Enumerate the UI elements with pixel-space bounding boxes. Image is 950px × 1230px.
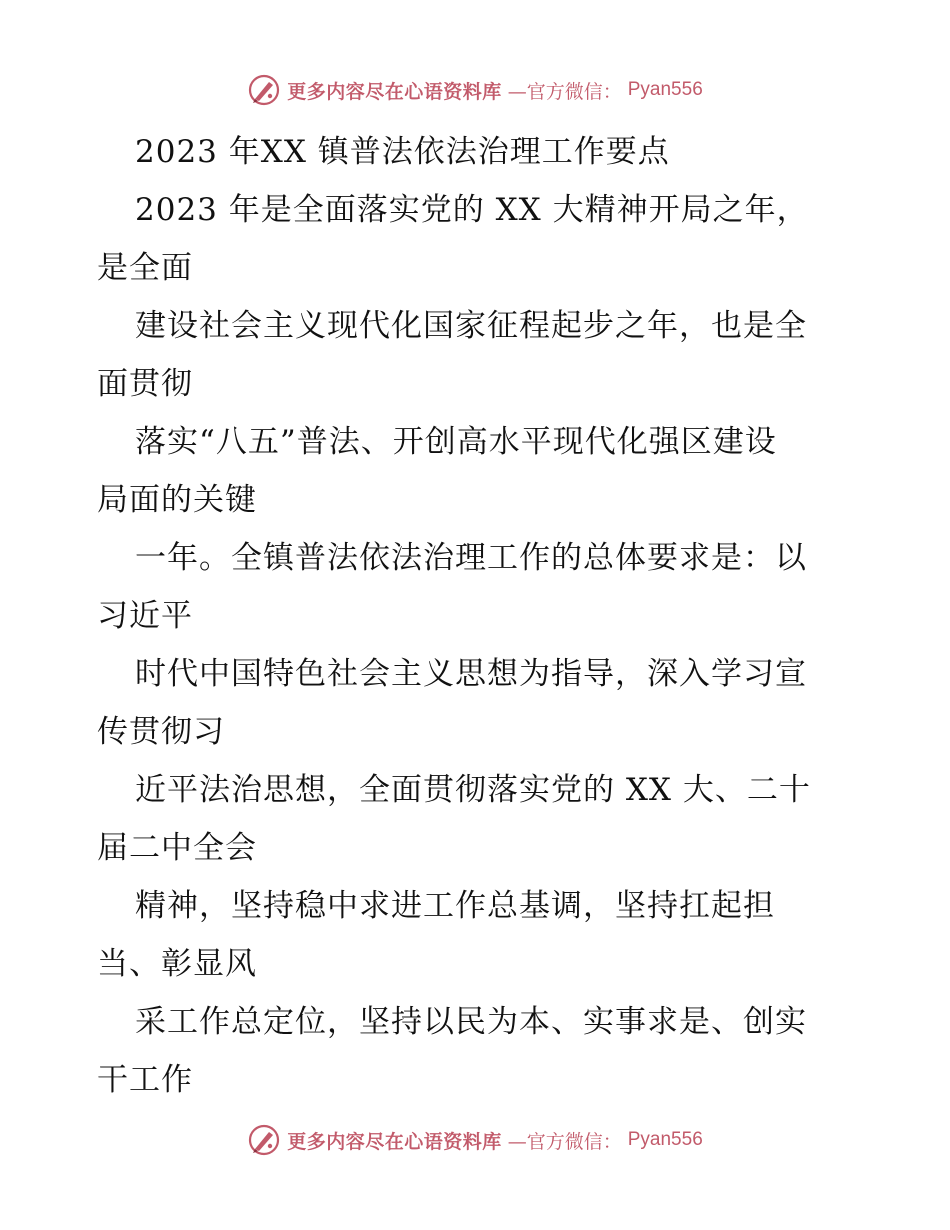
paragraph-line: 局面的关键	[97, 482, 257, 518]
paragraph-line: 精神，坚持稳中求进工作总基调，坚持扛起担	[135, 888, 775, 924]
header-banner-wechat-id: Pyan556	[627, 79, 703, 100]
paragraph-line: 面贯彻	[97, 366, 193, 402]
paragraph-line: 一年。全镇普法依法治理工作的总体要求是：以	[135, 540, 807, 576]
paragraph-line: 是全面	[97, 250, 193, 286]
header-banner	[0, 70, 950, 110]
document-title: 2023 年XX 镇普法依法治理工作要点	[135, 134, 670, 170]
footer-banner-content	[247, 1123, 703, 1157]
paragraph-line: 干工作	[97, 1062, 193, 1098]
header-banner-title: 更多内容尽在心语资料库	[287, 80, 502, 103]
footer-banner-title: 更多内容尽在心语资料库	[287, 1130, 502, 1153]
paragraph-line: 建设社会主义现代化国家征程起步之年，也是全	[135, 308, 807, 344]
paragraph-line: 时代中国特色社会主义思想为指导，深入学习宣	[135, 656, 807, 692]
pen-logo-icon	[247, 1123, 281, 1157]
header-banner-content	[247, 73, 703, 107]
paragraph-line: 传贯彻习	[97, 714, 225, 750]
footer-banner	[0, 1120, 950, 1160]
paragraph-line: 当、彰显风	[97, 946, 257, 982]
paragraph-line: 落实“八五”普法、开创高水平现代化强区建设	[135, 424, 777, 460]
footer-banner-wechat-label: —官方微信：	[507, 1130, 622, 1153]
footer-banner-wechat-id: Pyan556	[627, 1129, 703, 1150]
paragraph-line: 采工作总定位，坚持以民为本、实事求是、创实	[135, 1004, 807, 1040]
document-body	[97, 123, 853, 1109]
pen-logo-icon	[247, 73, 281, 107]
paragraph-line: 习近平	[97, 598, 193, 634]
paragraph-line: 届二中全会	[97, 830, 257, 866]
header-banner-wechat-label: —官方微信：	[507, 80, 622, 103]
paragraph-line: 近平法治思想，全面贯彻落实党的 XX 大、二十	[135, 772, 811, 808]
paragraph-line: 2023 年是全面落实党的 XX 大精神开局之年，	[135, 192, 809, 228]
